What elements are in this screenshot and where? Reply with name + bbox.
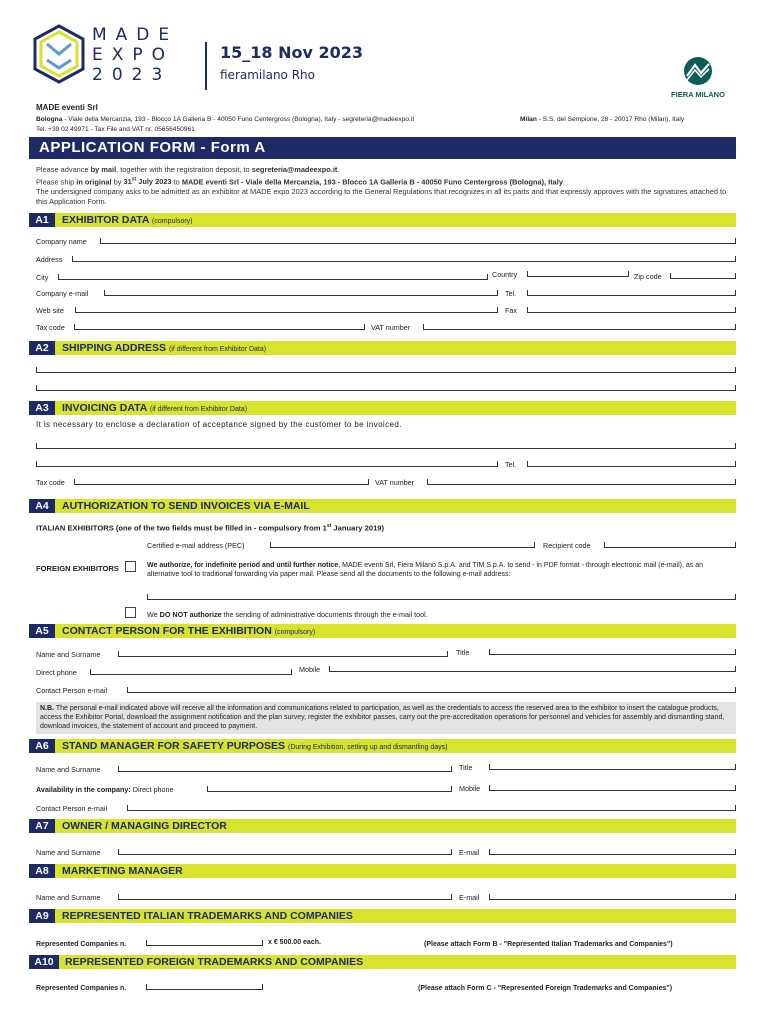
zip-code-label: Zip code <box>634 272 662 281</box>
section-number: A7 <box>29 819 55 833</box>
event-dates: 15_18 Nov 2023 <box>220 43 364 62</box>
shipping-address-line-1[interactable] <box>36 367 736 373</box>
section-title: CONTACT PERSON FOR THE EXHIBITION (compulsory) <box>62 625 316 637</box>
owner-email-label: E-mail <box>459 848 480 857</box>
tel-label: Tel. <box>505 289 517 298</box>
city-label: City <box>36 273 49 282</box>
contact-email-field[interactable] <box>127 687 736 693</box>
header-divider <box>205 42 207 90</box>
section-title: REPRESENTED ITALIAN TRADEMARKS AND COMPANIES <box>62 910 353 922</box>
logo-line-expo: EXPO <box>92 45 175 65</box>
stand-manager-name-field[interactable] <box>118 766 452 772</box>
section-number: A3 <box>29 401 55 415</box>
logo-wordmark <box>92 25 178 85</box>
logo-line-made: MADE <box>92 25 179 45</box>
company-email-field[interactable] <box>104 290 498 296</box>
owner-email-field[interactable] <box>489 849 736 855</box>
invoicing-address-line-2[interactable] <box>36 461 498 467</box>
company-email-label: Company e-mail <box>36 289 89 298</box>
section-a4-header <box>29 499 736 513</box>
contact-name-field[interactable] <box>118 651 448 657</box>
invoicing-tax-code-field[interactable] <box>74 479 369 485</box>
intro-text: Please advance by mail, together with the registration deposit, to segreteria@madeexpo.it. Please ship in original by 31st July 2023 to MADE eventi Srl - Viale della Mercanzia, 193 - Blocco 1A Galleria B - 40050 Funo Centergross (Bologna), Italy. The undersigned company asks to be admitted as an exhibitor at MADE expo 2023 according to the General Regulations that recognizes in all its parts and that expressly approves with the signatures attached to this Application Form. <box>36 165 727 207</box>
contact-email-note: N.B. The personal e-mail indicated above will receive all the information and communications related to participation, as well as the credentials to access the reserved area to the exhibitor to insert the catalogue products, access the Exhibitor Portal, download the assignment notification and the plan survey, register the exhibitor passes, carry out the pre-accreditation operations for personnel and vehicles for assembly and dismantling stand, download invoices, the statement of account and proceed to payment. <box>36 702 736 734</box>
country-label: Country <box>492 270 518 279</box>
fax-label: Fax <box>505 306 517 315</box>
section-a2-header <box>29 341 736 355</box>
foreign-invoice-email-field[interactable] <box>147 594 736 600</box>
marketing-name-label: Name and Surname <box>36 893 101 902</box>
section-number: A10 <box>29 955 59 969</box>
contact-mobile-label: Mobile <box>299 665 321 674</box>
fiera-milano-icon <box>681 56 715 86</box>
section-a10-header <box>29 955 736 969</box>
italian-companies-price: x € 500.00 each. <box>268 939 321 946</box>
contact-title-label: Title <box>456 648 470 657</box>
contact-title-field[interactable] <box>489 649 736 655</box>
section-title: AUTHORIZATION TO SEND INVOICES VIA E-MAIL <box>62 500 310 512</box>
invoicing-vat-label: VAT number <box>375 478 415 487</box>
section-number: A6 <box>29 739 55 753</box>
shipping-address-line-2[interactable] <box>36 385 736 391</box>
foreign-authorize-checkbox[interactable] <box>125 561 136 572</box>
invoicing-tax-code-label: Tax code <box>36 478 65 487</box>
contact-mobile-field[interactable] <box>329 666 736 672</box>
website-field[interactable] <box>75 307 498 313</box>
stand-manager-email-label: Contact Person e-mail <box>36 804 108 813</box>
section-number: A8 <box>29 864 55 878</box>
country-field[interactable] <box>527 271 629 277</box>
contact-name-label: Name and Surname <box>36 650 101 659</box>
section-a8-header <box>29 864 736 878</box>
tax-code-field[interactable] <box>74 324 365 330</box>
do-not-authorize-text: We DO NOT authorize the sending of administrative documents through the e-mail tool. <box>147 610 428 619</box>
stand-manager-phone-field[interactable] <box>207 786 452 792</box>
section-number: A2 <box>29 341 55 355</box>
foreign-companies-label: Represented Companies n. <box>36 985 127 992</box>
form-title: APPLICATION FORM - Form A <box>29 137 736 159</box>
contact-phone-label: Direct phone <box>36 668 77 677</box>
section-a7-header <box>29 819 736 833</box>
section-title: STAND MANAGER FOR SAFETY PURPOSES (During Exhibition, setting up and dismantling days) <box>62 740 448 752</box>
section-a9-header <box>29 909 736 923</box>
stand-manager-title-field[interactable] <box>489 764 736 770</box>
organizer-tel-tax: Tel. +39 02 49971 - Tax File and VAT nr. 05656450961 <box>36 126 195 133</box>
logo-line-year: 2023 <box>92 65 172 85</box>
foreign-companies-count-field[interactable] <box>146 984 263 990</box>
stand-manager-mobile-field[interactable] <box>489 785 736 791</box>
italian-companies-count-field[interactable] <box>146 940 263 946</box>
stand-manager-mobile-label: Mobile <box>459 784 481 793</box>
invoicing-notice: It is necessary to enclose a declaration of acceptance signed by the customer to be invoiced. <box>36 420 402 429</box>
website-label: Web site <box>36 306 64 315</box>
vat-number-label: VAT number <box>371 323 411 332</box>
attach-form-b-note: (Please attach Form B - "Represented Italian Trademarks and Companies") <box>424 941 673 948</box>
owner-name-label: Name and Surname <box>36 848 101 857</box>
organizer-name: MADE eventi Srl <box>36 103 98 112</box>
marketing-email-label: E-mail <box>459 893 480 902</box>
do-not-authorize-checkbox[interactable] <box>125 607 136 618</box>
foreign-authorization-text: We authorize, for indefinite period and until further notice, MADE eventi Srl, Fiera Milano S.p.A. and TIM S.p.A. to send - in PDF format - through electronic mail (e-mail), as an alternative tool to traditional forwarding via paper mail. Please send all the documents to the following e-mail address: <box>147 562 704 578</box>
fiera-milano-label: FIERA MILANO <box>671 90 725 99</box>
section-number: A1 <box>29 213 55 227</box>
section-title: OWNER / MANAGING DIRECTOR <box>62 820 227 832</box>
marketing-email-field[interactable] <box>489 894 736 900</box>
event-venue: fieramilano Rho <box>220 68 315 82</box>
vat-number-field[interactable] <box>423 324 736 330</box>
invoicing-vat-field[interactable] <box>427 479 736 485</box>
stand-manager-email-field[interactable] <box>127 805 736 811</box>
organizer-milan-address: Milan - S.S. del Sempione, 28 - 20017 Rho (Milan), Italy <box>520 116 685 123</box>
address-field[interactable] <box>72 256 736 262</box>
contact-phone-field[interactable] <box>90 669 292 675</box>
invoicing-tel-field[interactable] <box>527 461 736 467</box>
made-expo-logo-icon <box>33 24 85 84</box>
section-title: MARKETING MANAGER <box>62 865 183 877</box>
marketing-name-field[interactable] <box>118 894 452 900</box>
invoicing-tel-label: Tel. <box>505 460 517 469</box>
pec-label: Certified e-mail address (PEC) <box>147 541 245 550</box>
section-a1-header <box>29 213 736 227</box>
company-name-field[interactable] <box>100 238 736 244</box>
foreign-exhibitors-label: FOREIGN EXHIBITORS <box>36 564 119 573</box>
attach-form-c-note: (Please attach Form C - "Represented Foreign Trademarks and Companies") <box>418 985 673 992</box>
section-a6-header <box>29 739 736 753</box>
tax-code-label: Tax code <box>36 323 65 332</box>
fax-field[interactable] <box>527 307 736 313</box>
italian-companies-label: Represented Companies n. <box>36 941 127 948</box>
contact-email-label: Contact Person e-mail <box>36 686 108 695</box>
recipient-code-label: Recipient code <box>543 541 591 550</box>
pec-field[interactable] <box>270 542 535 548</box>
section-title: REPRESENTED FOREIGN TRADEMARKS AND COMPANIES <box>65 956 364 968</box>
italian-exhibitors-label: ITALIAN EXHIBITORS (one of the two fields must be filled in - compulsory from 1st January 2019) <box>36 523 385 533</box>
invoicing-address-line-1[interactable] <box>36 443 736 449</box>
organizer-bologna-address: Bologna - Viale della Mercanzia, 193 - Blocco 1A Galleria B - 40050 Funo Centergross (Bologna), Italy - segreteria@madeexpo.it <box>36 116 415 123</box>
stand-manager-name-label: Name and Surname <box>36 765 101 774</box>
section-number: A9 <box>29 909 55 923</box>
city-field[interactable] <box>58 274 488 280</box>
section-a5-header <box>29 624 736 638</box>
tel-field[interactable] <box>527 290 736 296</box>
owner-name-field[interactable] <box>118 849 452 855</box>
section-number: A4 <box>29 499 55 513</box>
section-number: A5 <box>29 624 55 638</box>
section-title: SHIPPING ADDRESS (if different from Exhibitor Data) <box>62 342 267 354</box>
stand-manager-title-label: Title <box>459 763 473 772</box>
section-title: EXHIBITOR DATA (compulsory) <box>62 214 193 226</box>
availability-label: Availability in the company: Direct phone <box>36 785 174 794</box>
section-title: INVOICING DATA (if different from Exhibitor Data) <box>62 402 248 414</box>
address-label: Address <box>36 255 63 264</box>
fiera-milano-logo <box>662 56 734 99</box>
section-a3-header <box>29 401 736 415</box>
recipient-code-field[interactable] <box>604 542 736 548</box>
zip-code-field[interactable] <box>670 273 736 279</box>
company-name-label: Company name <box>36 237 87 246</box>
